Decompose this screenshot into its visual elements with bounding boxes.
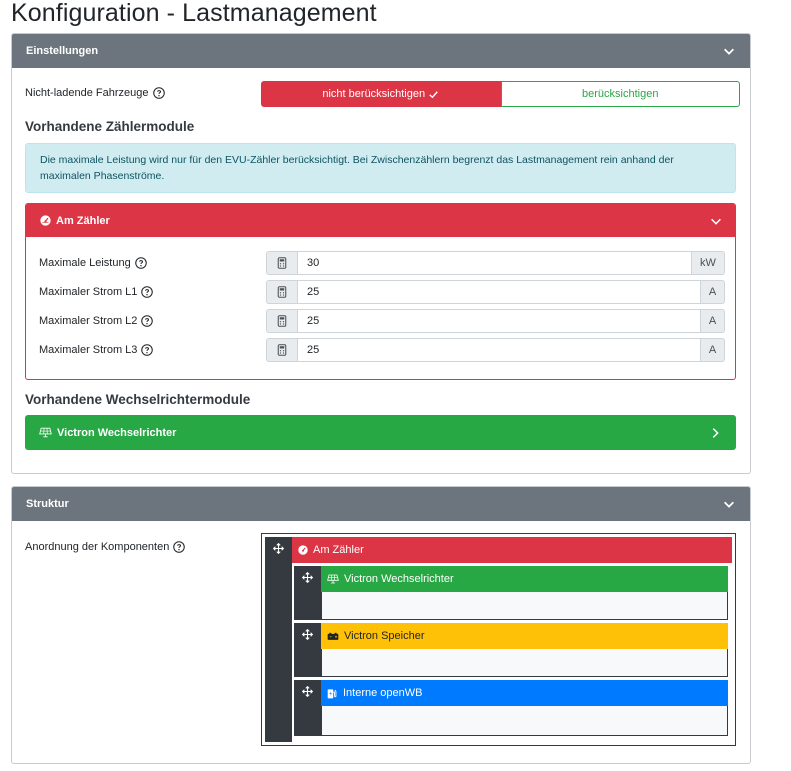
structure-header-title: Struktur — [26, 498, 69, 510]
settings-card — [11, 33, 751, 474]
chevron-down-icon — [722, 497, 736, 511]
non-charging-toggle — [261, 81, 740, 107]
tree-node-root-children — [292, 563, 732, 742]
help-circle-icon[interactable] — [153, 87, 165, 99]
help-circle-icon[interactable] — [173, 541, 185, 553]
structure-card — [11, 486, 751, 764]
help-circle-icon[interactable] — [141, 286, 153, 298]
tree-node-inverter-content — [321, 592, 728, 620]
max-current-l1-input-group — [266, 280, 725, 304]
tree-node-inverter-body — [321, 566, 728, 620]
calculator-icon — [266, 309, 297, 333]
tree-node-root-header[interactable] — [292, 537, 732, 563]
option-consider-label: berücksichtigen — [582, 88, 659, 100]
solar-panel-icon — [39, 427, 52, 438]
tree-node-openwb-header[interactable] — [321, 680, 728, 706]
settings-header[interactable] — [12, 34, 750, 68]
tree-node-inverter — [294, 566, 728, 620]
max-current-l3-unit: A — [701, 338, 725, 362]
max-current-l1-label — [39, 286, 153, 298]
drag-handle[interactable] — [265, 537, 292, 742]
charging-station-icon — [327, 688, 338, 699]
tree-node-root-body — [292, 537, 732, 742]
max-current-l3-input-group — [266, 338, 725, 362]
non-charging-label — [25, 87, 165, 99]
inverter-section-title: Vorhandene Wechselrichtermodule — [25, 392, 251, 407]
inverter-card-header[interactable] — [25, 415, 736, 450]
meter-card-header[interactable] — [26, 204, 735, 237]
structure-header[interactable] — [12, 487, 750, 521]
page-title: Konfiguration - Lastmanagement — [11, 0, 377, 27]
drag-handle[interactable] — [294, 623, 321, 677]
chevron-down-icon — [722, 44, 736, 58]
drag-handle[interactable] — [294, 680, 321, 736]
max-current-l3-label — [39, 344, 153, 356]
tree-node-inverter-header[interactable] — [321, 566, 728, 592]
non-charging-label-text: Nicht-ladende Fahrzeuge — [25, 87, 149, 99]
structure-label-text: Anordnung der Komponenten — [25, 541, 170, 553]
max-current-l3-input[interactable]: 25 — [297, 338, 701, 362]
help-circle-icon[interactable] — [141, 344, 153, 356]
tree-node-storage-title: Victron Speicher — [344, 630, 425, 642]
tree-node-storage-content — [321, 649, 728, 677]
move-arrows-icon — [302, 629, 313, 640]
calculator-icon — [266, 251, 297, 275]
meter-section-title: Vorhandene Zählermodule — [25, 119, 195, 134]
help-circle-icon[interactable] — [141, 315, 153, 327]
meter-card-title: Am Zähler — [56, 214, 110, 227]
max-current-l1-input[interactable]: 25 — [297, 280, 701, 304]
gauge-icon — [298, 545, 308, 555]
tree-node-root-title: Am Zähler — [313, 544, 364, 556]
option-consider[interactable] — [501, 81, 741, 107]
battery-icon — [327, 632, 339, 641]
check-icon — [428, 89, 439, 100]
max-current-l2-input[interactable]: 25 — [297, 309, 701, 333]
tree-node-inverter-title: Victron Wechselrichter — [344, 573, 454, 585]
settings-header-title: Einstellungen — [26, 45, 99, 57]
max-current-l1-label-text: Maximaler Strom L1 — [39, 286, 138, 298]
option-not-consider[interactable] — [261, 81, 501, 107]
meter-card — [25, 203, 736, 380]
tree-node-storage-body — [321, 623, 728, 677]
max-power-label-text: Maximale Leistung — [39, 257, 131, 269]
max-power-input-group — [266, 251, 725, 275]
inverter-card-title: Victron Wechselrichter — [57, 426, 177, 439]
max-power-input[interactable]: 30 — [297, 251, 692, 275]
chevron-down-icon — [709, 214, 723, 228]
tree-node-openwb-body — [321, 680, 728, 736]
max-power-unit: kW — [692, 251, 725, 275]
structure-label — [25, 541, 185, 553]
gauge-icon — [40, 215, 51, 226]
max-current-l2-unit: A — [701, 309, 725, 333]
info-alert: Die maximale Leistung wird nur für den EVU-Zähler berücksichtigt. Bei Zwischenzählern begrenzt das Lastmanagement rein anhand der maximalen Phasenströme. — [25, 143, 736, 193]
drag-handle[interactable] — [294, 566, 321, 620]
max-current-l2-label-text: Maximaler Strom L2 — [39, 315, 138, 327]
help-circle-icon[interactable] — [135, 257, 147, 269]
option-not-consider-label: nicht berücksichtigen — [322, 88, 426, 100]
tree-node-storage-header[interactable] — [321, 623, 728, 649]
move-arrows-icon — [273, 543, 284, 554]
tree-node-storage — [294, 623, 728, 677]
calculator-icon — [266, 280, 297, 304]
max-power-label — [39, 257, 147, 269]
solar-panel-icon — [327, 574, 339, 584]
max-current-l2-input-group — [266, 309, 725, 333]
tree-node-openwb-title: Interne openWB — [343, 687, 423, 699]
move-arrows-icon — [302, 572, 313, 583]
tree-node-openwb-content — [321, 706, 728, 736]
calculator-icon — [266, 338, 297, 362]
max-current-l2-label — [39, 315, 153, 327]
chevron-right-icon — [708, 426, 722, 440]
tree-node-root — [265, 537, 732, 742]
tree-node-openwb — [294, 680, 728, 736]
max-current-l3-label-text: Maximaler Strom L3 — [39, 344, 138, 356]
component-tree — [261, 533, 736, 746]
move-arrows-icon — [302, 686, 313, 697]
max-current-l1-unit: A — [701, 280, 725, 304]
